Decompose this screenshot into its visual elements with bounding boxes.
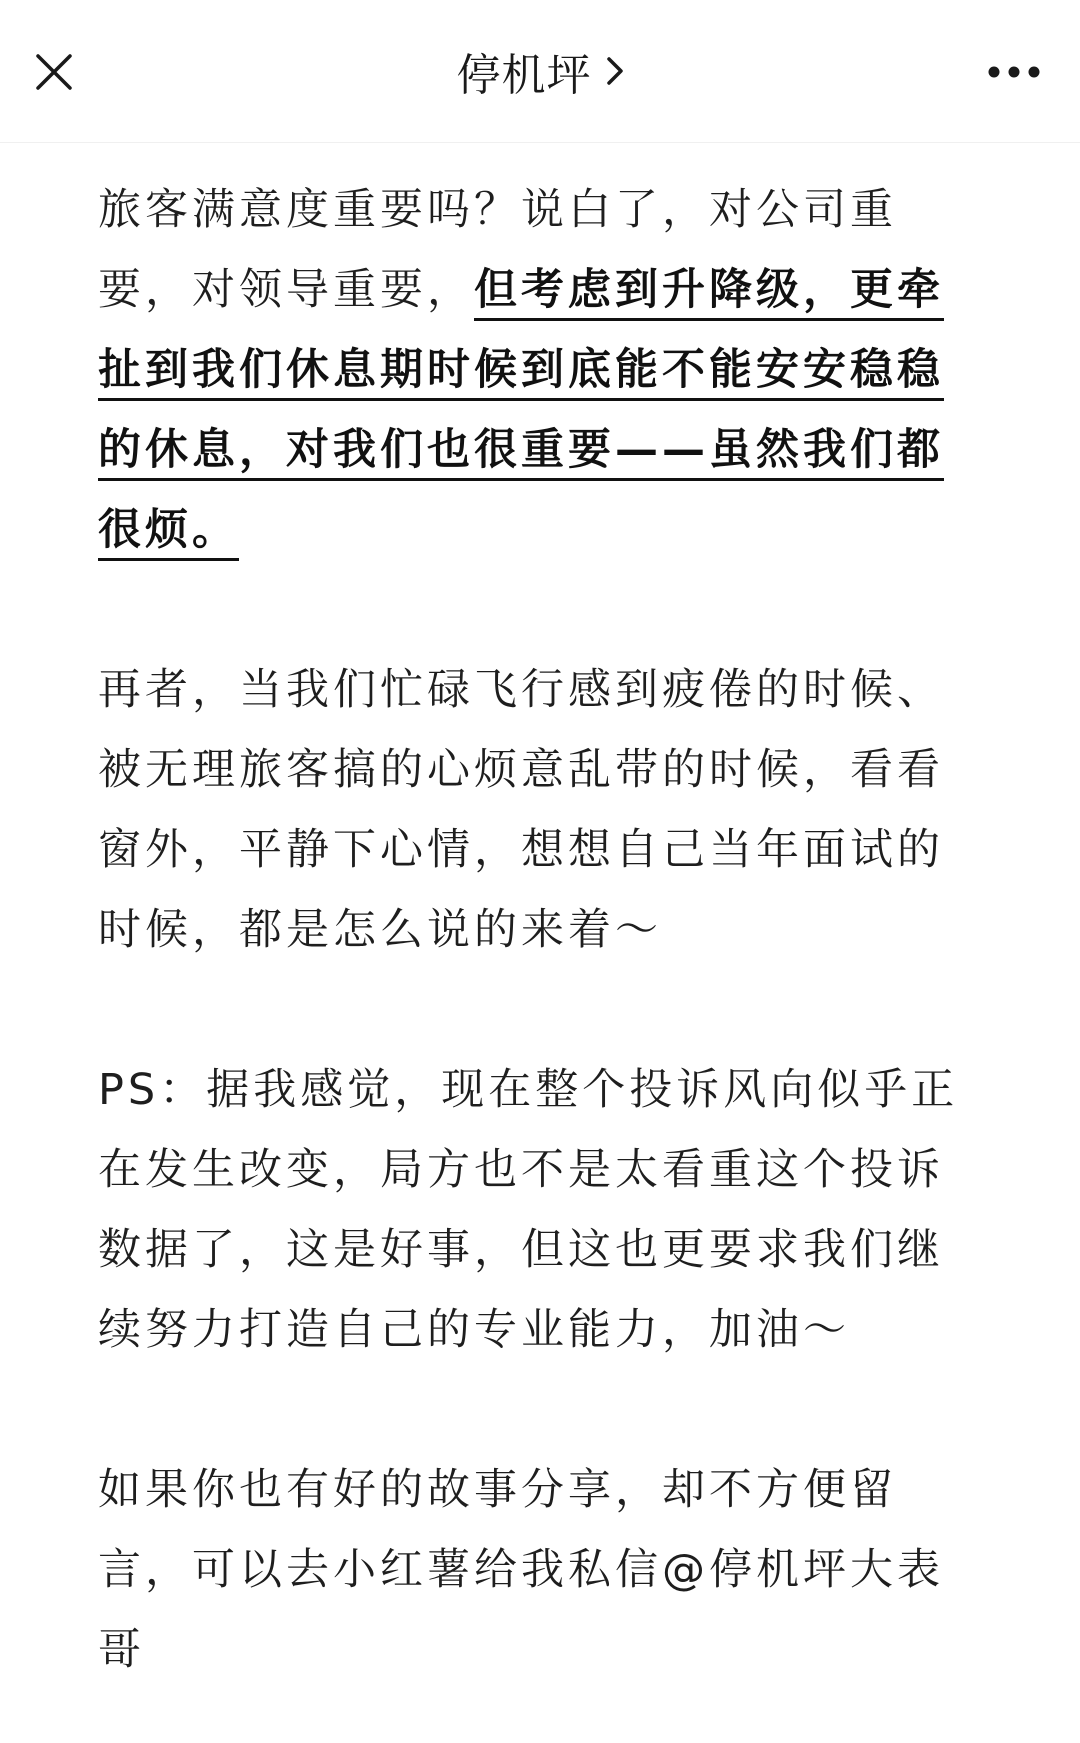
more-dots-icon [988, 66, 1040, 78]
account-title-link[interactable] [457, 39, 624, 103]
article-body [98, 170, 980, 1690]
emphasized-text: 但考虑到升降级，更牵扯到我们休息期时候到底能不能安安稳稳的休息，对我们也很重要——虽然我们都很烦。 [98, 265, 944, 555]
top-nav-bar [0, 0, 1080, 143]
close-icon [34, 52, 74, 92]
paragraph-text: 旅客满意度重要吗？说白了，对公司重要，对领导重要， [98, 185, 897, 315]
paragraph-share-story: 如果你也有好的故事分享，却不方便留言，可以去小红薯给我私信@停机坪大表哥 [98, 1465, 944, 1675]
paragraph-ps: PS：据我感觉，现在整个投诉风向似乎正在发生改变，局方也不是太看重这个投诉数据了，这是好事，但这也更要求我们继续努力打造自己的专业能力，加油～ [98, 1065, 959, 1355]
page-title: 停机坪 [456, 50, 592, 101]
more-options-button[interactable] [978, 40, 1050, 104]
paragraph-satisfaction [98, 170, 980, 570]
close-button[interactable] [22, 40, 86, 104]
paragraph-tired: 再者，当我们忙碌飞行感到疲倦的时候、被无理旅客搞的心烦意乱带的时候，看看窗外，平静下心情，想想自己当年面试的时候，都是怎么说的来着～ [98, 665, 944, 955]
chevron-right-icon [606, 56, 624, 86]
